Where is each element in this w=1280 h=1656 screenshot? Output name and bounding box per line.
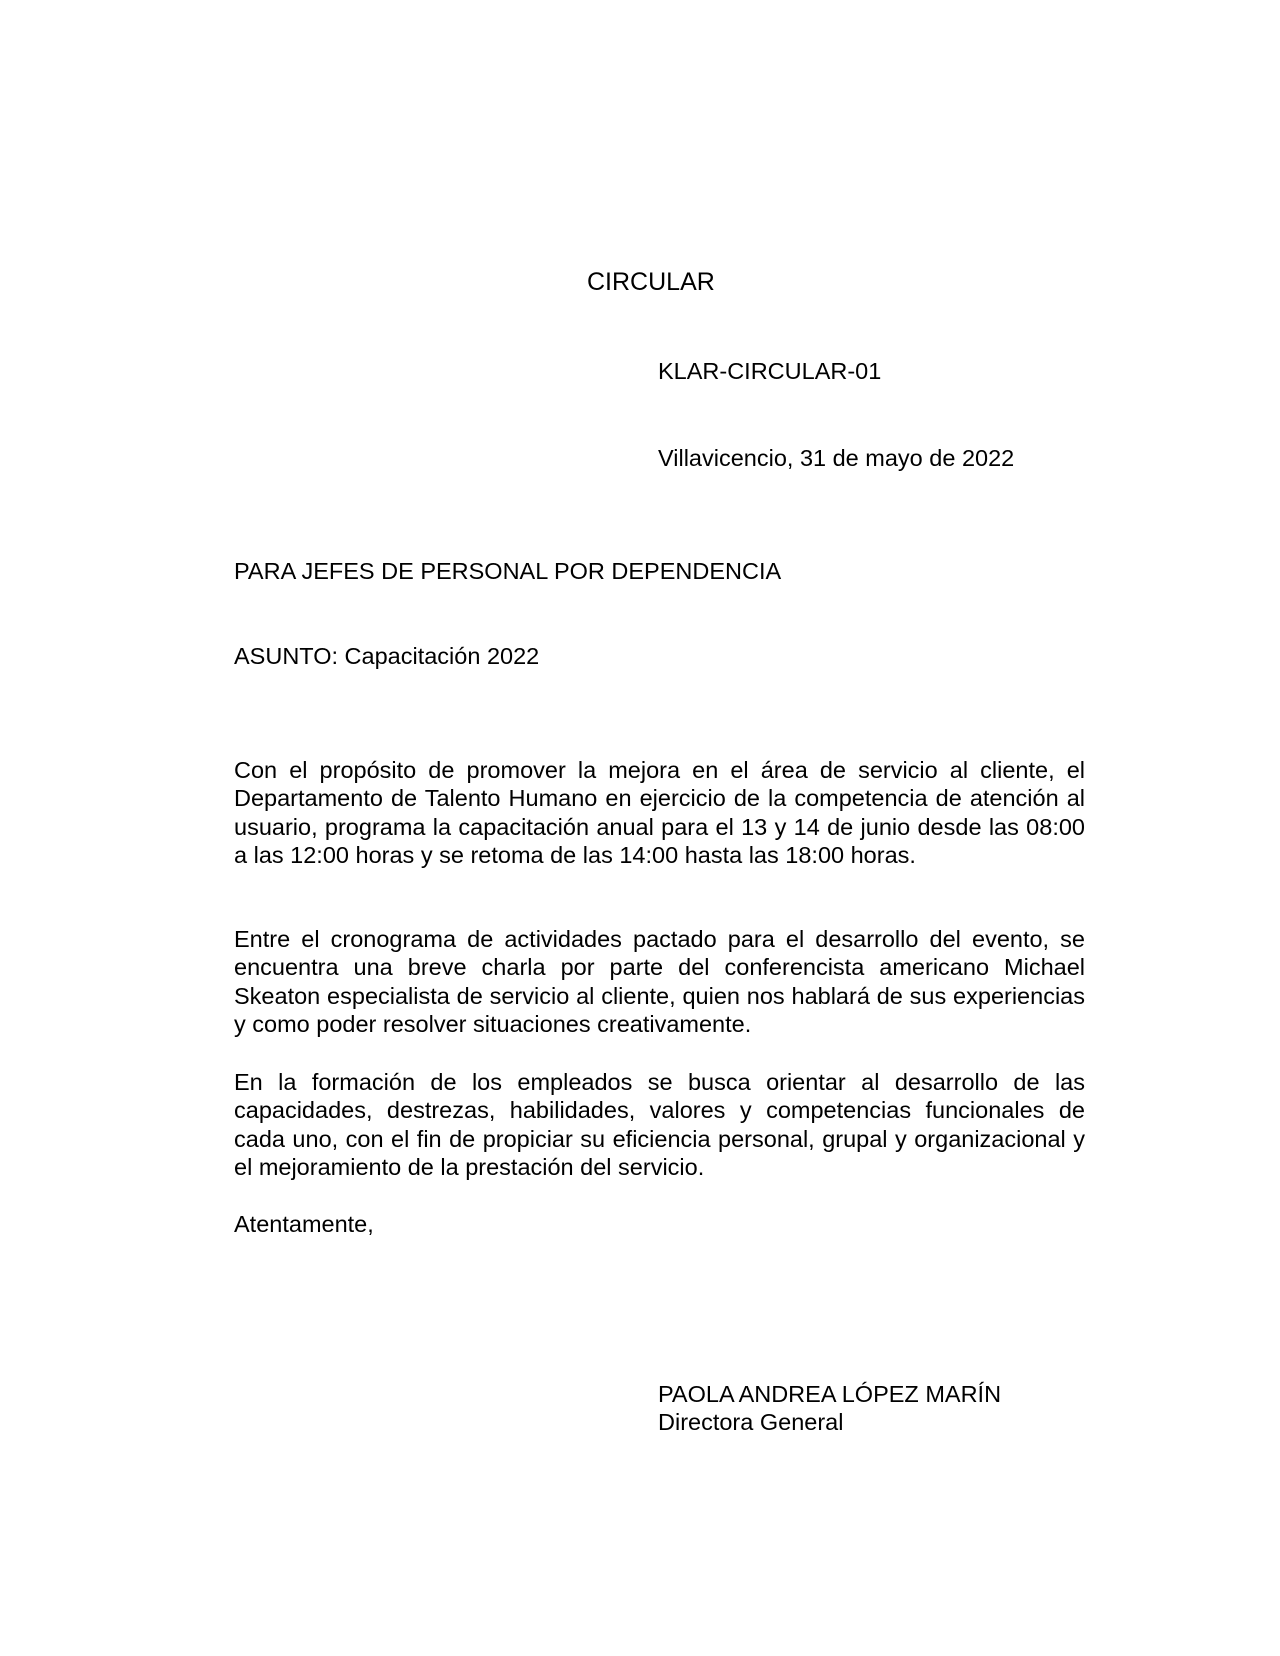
reference-code: KLAR-CIRCULAR-01 [658, 358, 882, 384]
document-title: CIRCULAR [587, 268, 715, 296]
signer-position: Directora General [658, 1409, 844, 1436]
place-date: Villavicencio, 31 de mayo de 2022 [658, 445, 1015, 471]
subject: ASUNTO: Capacitación 2022 [234, 643, 540, 669]
closing: Atentamente, [234, 1211, 374, 1237]
paragraph-2: Entre el cronograma de actividades pactado para el desarrollo del evento, se encuentra una breve charla por parte del conferencista americano Michael Skeaton especialista de servicio al cliente, quien nos hablará de sus experiencias y como poder resolver situaciones creativamente. [234, 926, 1085, 1038]
paragraph-3: En la formación de los empleados se busca orientar al desarrollo de las capacidades, destrezas, habilidades, valores y competencias funcionales de cada uno, con el fin de propiciar su eficiencia personal, grupal y organizacional y el mejoramiento de la prestación del servicio. [234, 1069, 1085, 1181]
recipient: PARA JEFES DE PERSONAL POR DEPENDENCIA [234, 558, 782, 584]
signer-name: PAOLA ANDREA LÓPEZ MARÍN [658, 1381, 1002, 1407]
paragraph-1: Con el propósito de promover la mejora en el área de servicio al cliente, el Departamento de Talento Humano en ejercicio de la competencia de atención al usuario, programa la capacitación anual para el 13 y 14 de junio desde las 08:00 a las 12:00 horas y se retoma de las 14:00 hasta las 18:00 horas. [234, 757, 1085, 869]
signature-block [658, 1380, 1001, 1437]
